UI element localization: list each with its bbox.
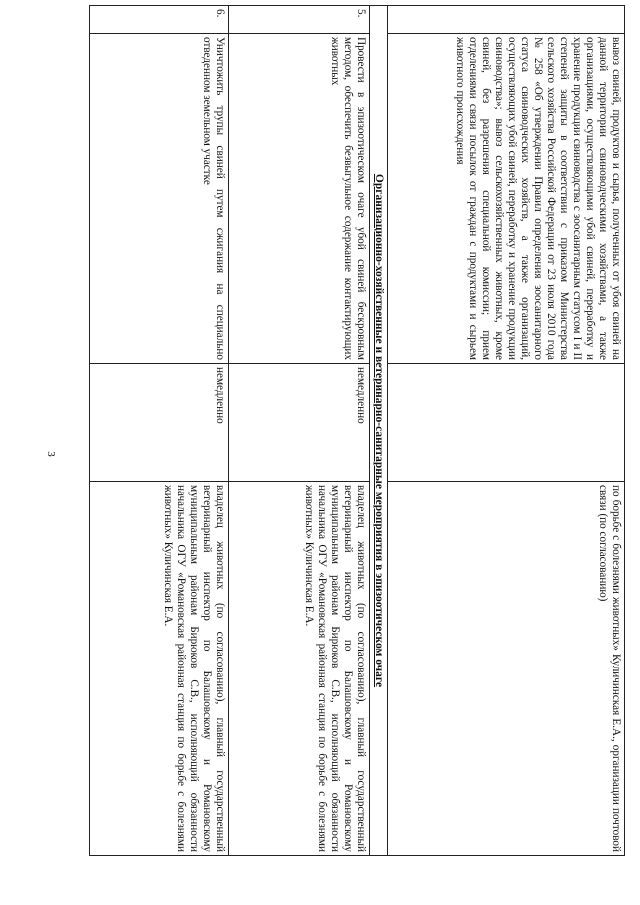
action-cell: Провести в эпизоотическом очаге убой свиней бескровным методом, обеспечить безвыгульное содержание контактирующих животных <box>229 34 370 364</box>
responsible-cell: по борьбе с болезнями животных» Куличинская Е.А., организации почтовой связи (по согласованию) <box>388 482 625 856</box>
rotated-page-content <box>85 5 625 855</box>
row-number: 6. <box>90 6 229 34</box>
responsible-cell: владелец животных (по согласованию), главный государственный ветеринарный инспектор по Балашовскому и Романовскому муниципальным районам Бирюков С.В., исполняющий обязанности начальника ОГУ «Романовская районная станция по борьбе с болезнями животных» Куличинская Е.А. <box>229 482 370 856</box>
table-row <box>388 6 625 856</box>
action-cell: вывоз свиней, продуктов и сырья, полученных от убоя свиней на данной территории свиноводческими хозяйствами, а также организациями, осуществляющими убой свиней, переработку и хранение продукции свиноводства с зоосанитарным статусом I и II степеней защиты в соответствии с приказом Министерства сельского хозяйства Российской Федерации от 23 июля 2010 года № 258 «Об утверждении Правил определения зоосанитарного статуса свиноводческих хозяйств, а также организаций, осуществляющих убой свиней, переработку и хранение продукции свиноводства»; вывоз сельскохозяйственных животных, кроме свиней, без разрешения специальной комиссии; прием отделениями связи посылок от граждан с продуктами и сырьем животного происхождения <box>388 34 625 364</box>
term-cell: немедленно <box>229 364 370 482</box>
table-row <box>90 6 229 856</box>
section-title: Организационно-хозяйственные и ветеринарно-санитарные мероприятия в эпизоотическом очаге <box>370 6 388 856</box>
row-number: 5. <box>229 6 370 34</box>
table-row <box>229 6 370 856</box>
term-cell <box>388 364 625 482</box>
term-cell: немедленно <box>90 364 229 482</box>
measures-table <box>89 5 625 856</box>
page-number: 3 <box>44 451 57 457</box>
row-number <box>388 6 625 34</box>
action-cell: Уничтожить трупы свиней путем сжигания на специально отведенном земельном участке <box>90 34 229 364</box>
section-row <box>370 6 388 856</box>
responsible-cell: владелец животных (по согласованию), главный государственный ветеринарный инспектор по Балашовскому и Романовскому муниципальным районам Бирюков С.В., исполняющий обязанности начальника ОГУ «Романовская районная станция по борьбе с болезнями животных» Куличинская Е.А. <box>90 482 229 856</box>
